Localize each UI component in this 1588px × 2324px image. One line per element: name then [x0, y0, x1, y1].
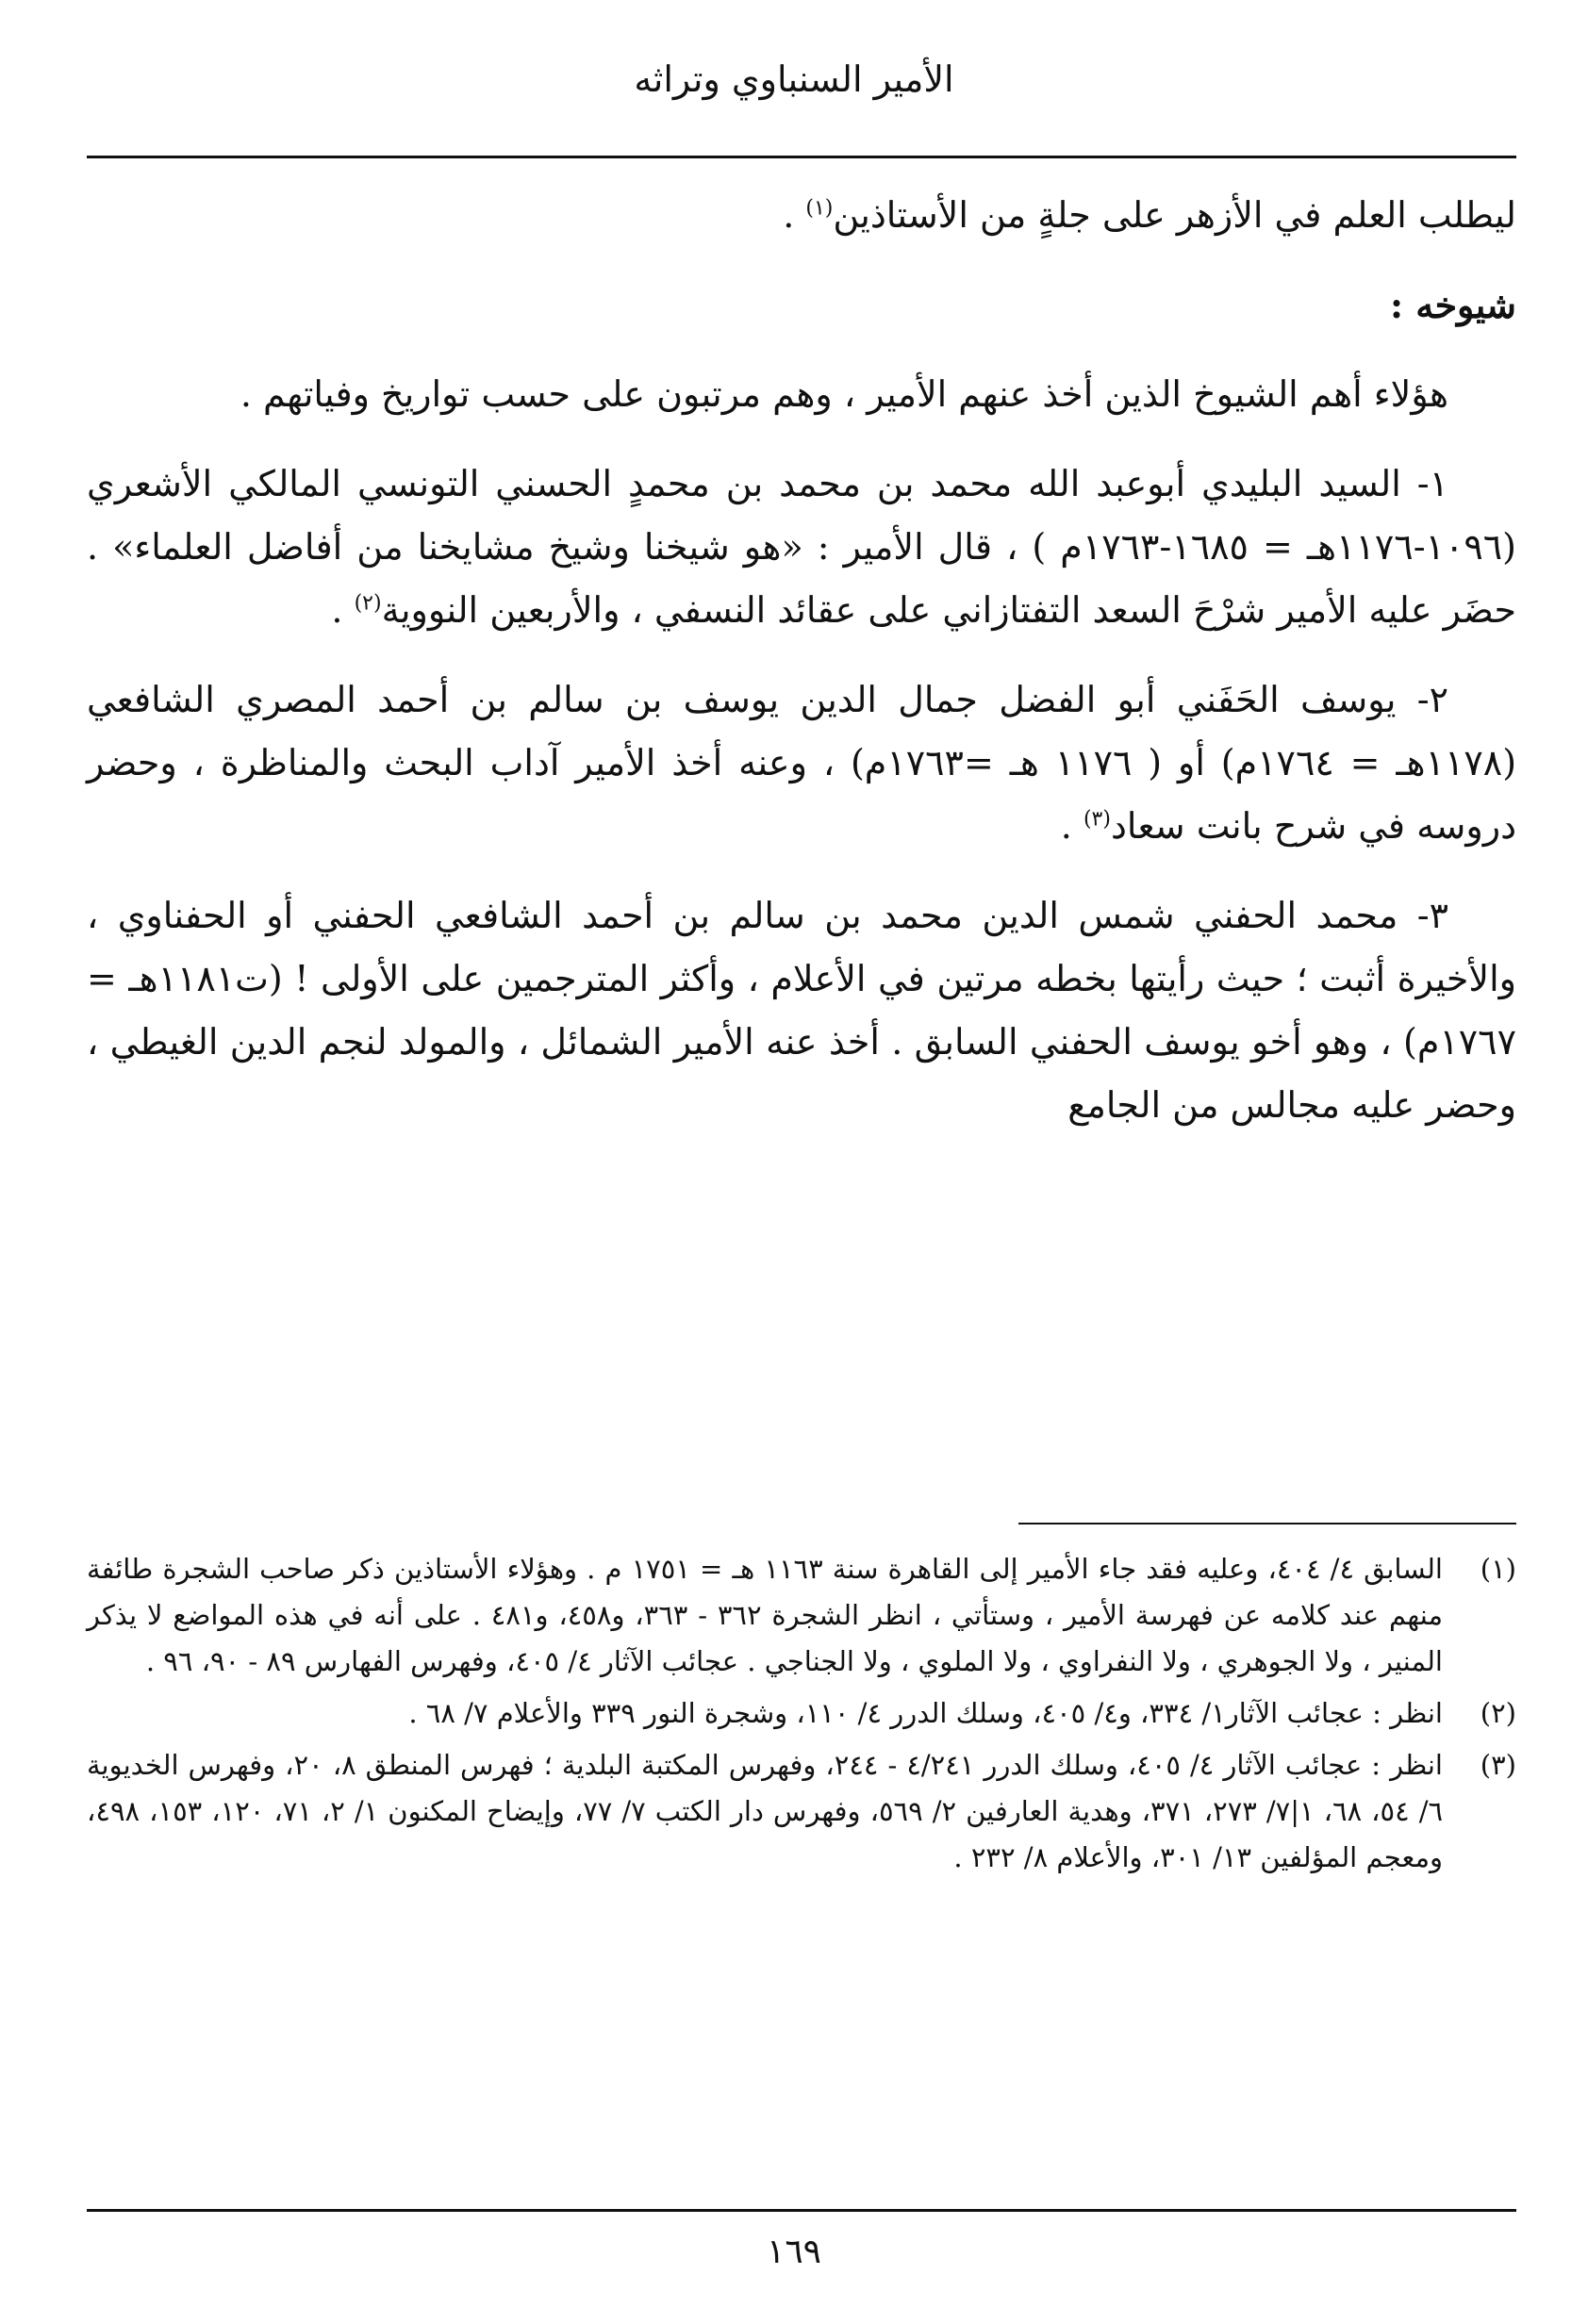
- footnote-number: (٣): [1480, 1749, 1516, 1781]
- teacher-item-1-text: ١- السيد البليدي أبوعبد الله محمد بن محمد بن محمدٍ الحسني التونسي المالكي الأشعري (١٠٩٦-١١٧٦هـ = ١٦٨٥-١٧٦٣م ) ، قال الأمير : «هو شيخنا وشيخ مشايخنا من أفاضل العلماء» . حضَر عليه الأمير شرْحَ السعد التفتازاني على عقائد النسفي ، والأربعين النووية: [87, 463, 1516, 631]
- main-text: [87, 184, 1516, 1163]
- footnotes: [87, 1546, 1516, 1887]
- footnote-text: انظر : عجائب الآثار١/ ٣٣٤، و٤/ ٤٠٥، وسلك الدرر ٤/ ١١٠، وشجرة النور ٣٣٩ والأعلام ٧/ ٦٨ .: [408, 1697, 1443, 1729]
- teacher-item-2-end: .: [1060, 805, 1083, 847]
- footer-rule: [87, 2209, 1516, 2212]
- footnote-text: السابق ٤/ ٤٠٤، وعليه فقد جاء الأمير إلى القاهرة سنة ١١٦٣ هـ = ١٧٥١ م . وهؤلاء الأستاذين ذكر صاحب الشجرة طائفة منهم عند كلامه عن فهرسة الأمير ، وستأتي ، انظر الشجرة ٣٦٢ - ٣٦٣، و٤٥٨، و٤٨١ . على أنه في هذه المواضع لا يذكر المنير ، ولا الجوهري ، ولا النفراوي ، ولا الملوي ، ولا الجناجي . عجائب الآثار ٤/ ٤٠٥، وفهرس الفهارس ٨٩ - ٩٠، ٩٦ .: [87, 1553, 1443, 1677]
- intro-paragraph: [87, 184, 1516, 247]
- footnote-text: انظر : عجائب الآثار ٤/ ٤٠٥، وسلك الدرر ٤/٢٤١ - ٢٤٤، وفهرس المكتبة البلدية ؛ فهرس المنطق ٨، ٢٠، وفهرس الخديوية ٦/ ٥٤، ٦٨، ١|٧/ ٢٧٣، ٣٧١، وهدية العارفين ٢/ ٥٦٩، وفهرس دار الكتب ٧/ ٧٧، وإيضاح المكنون ١/ ٢، ٧١، ١٢٠، ١٥٣، ٤٩٨، ومعجم المؤلفين ١٣/ ٣٠١، والأعلام ٨/ ٢٣٢ .: [87, 1749, 1444, 1873]
- teacher-item-1-end: .: [331, 589, 355, 631]
- footnote-3: [87, 1742, 1516, 1881]
- footnote-1: [87, 1546, 1516, 1685]
- footnote-ref-3: (٣): [1083, 807, 1111, 832]
- teacher-item-2-text: ٢- يوسف الحَفَني أبو الفضل جمال الدين يوسف بن سالم بن أحمد المصري الشافعي (١١٧٨هـ = ١٧٦٤م) أو ( ١١٧٦ هـ =١٧٦٣م) ، وعنه أخذ الأمير آداب البحث والمناظرة ، وحضر دروسه في شرح بانت سعاد: [87, 679, 1517, 847]
- page-number: ١٦٩: [766, 2233, 821, 2271]
- footnote-separator: [1018, 1523, 1516, 1525]
- footnote-ref-1: (١): [805, 196, 834, 221]
- teacher-item-3: ٣- محمد الحفني شمس الدين محمد بن سالم بن أحمد الشافعي الحفني أو الحفناوي ، والأخيرة أثبت ؛ حيث رأيتها بخطه مرتين في الأعلام ، وأكثر المترجمين على الأولى ! (ت١١٨١هـ = ١٧٦٧م) ، وهو أخو يوسف الحفني السابق . أخذ عنه الأمير الشمائل ، والمولد لنجم الدين الغيطي ، وحضر عليه مجالس من الجامع: [87, 895, 1516, 1126]
- teacher-item-1: [87, 453, 1516, 642]
- header-rule: [87, 156, 1516, 158]
- intro-end: .: [783, 194, 806, 236]
- footnote-2: [87, 1690, 1516, 1737]
- section-heading: شيوخه :: [1389, 284, 1516, 326]
- footnote-number: (٢): [1480, 1697, 1516, 1729]
- running-head: الأمير السنباوي وتراثه: [634, 58, 954, 100]
- intro-line: ليطلب العلم في الأزهر على جلةٍ من الأستاذين: [833, 194, 1516, 236]
- footnote-number: (١): [1480, 1553, 1516, 1585]
- teachers-intro-paragraph: هؤلاء أهم الشيوخ الذين أخذ عنهم الأمير ، وهم مرتبون على حسب تواريخ وفياتهم .: [240, 373, 1448, 415]
- teacher-item-2: [87, 668, 1516, 858]
- footnote-ref-2: (٢): [354, 591, 382, 616]
